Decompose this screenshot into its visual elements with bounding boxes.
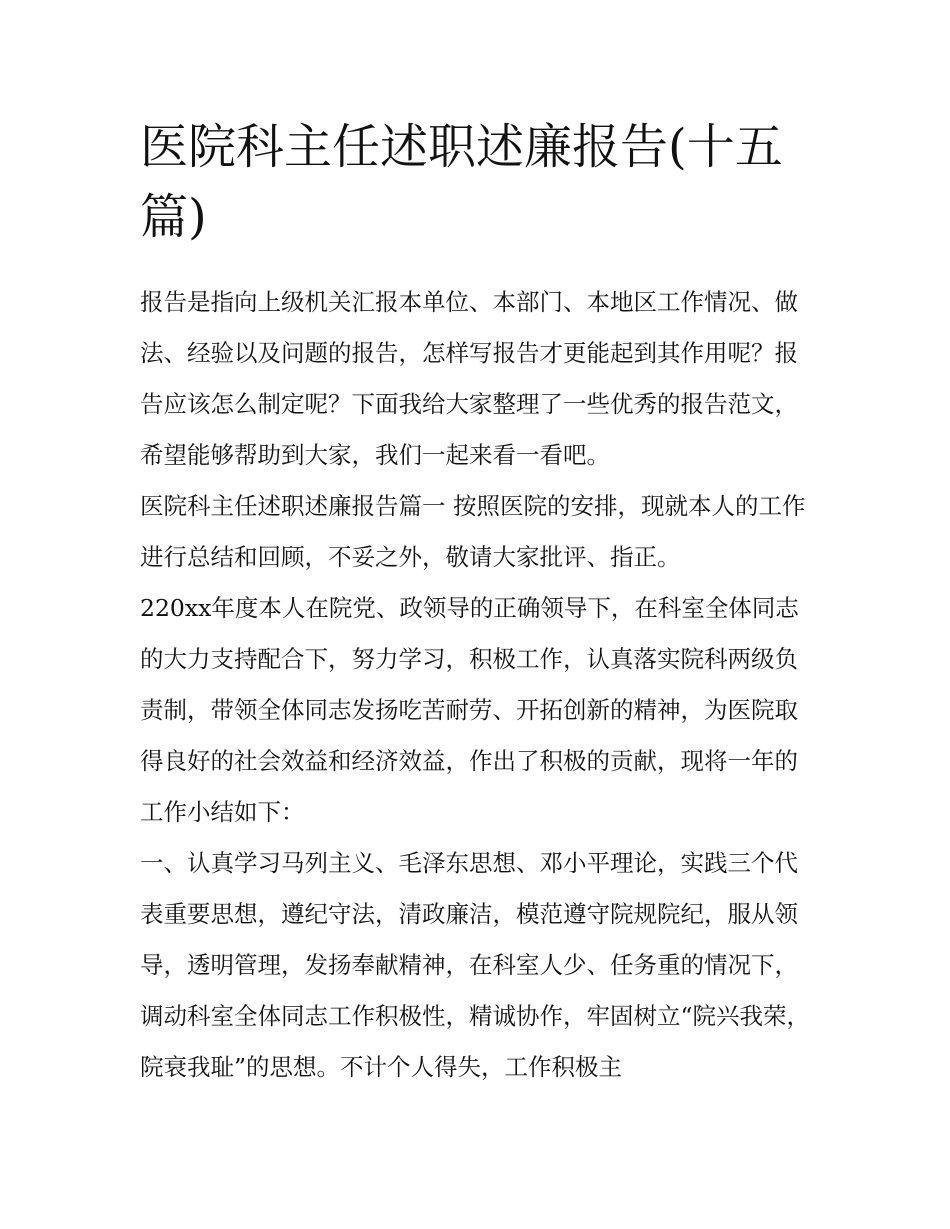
paragraph-section-one-opening: 医院科主任述职述廉报告篇一 按照医院的安排，现就本人的工作进行总结和回顾，不妥之外，敬请大家批评、指正。: [140, 492, 806, 571]
document-title: 医院科主任述职述廉报告(十五篇): [140, 119, 783, 245]
paragraph-intro: 报告是指向上级机关汇报本单位、本部门、本地区工作情况、做法、经验以及问题的报告，怎样写报告才更能起到其作用呢？报告应该怎么制定呢？下面我给大家整理了一些优秀的报告范文，希望能够帮助到大家，我们一起来看一看吧。: [140, 288, 798, 469]
document-body: [140, 277, 815, 1093]
paragraph-point-one: 一、认真学习马列主义、毛泽东思想、邓小平理论，实践三个代表重要思想，遵纪守法，清政廉洁，模范遵守院规院纪，服从领导，透明管理，发扬奉献精神，在科室人少、任务重的情况下，调动科室全体同志工作积极性，精诚协作，牢固树立“院兴我荣，院衰我耻”的思想。不计个人得失，工作积极主: [140, 849, 811, 1081]
paragraph-annual-summary: 220xx年度本人在院党、政领导的正确领导下，在科室全体同志的大力支持配合下，努力学习，积极工作，认真落实院科两级负责制，带领全体同志发扬吃苦耐劳、开拓创新的精神，为医院取得良好的社会效益和经济效益，作出了积极的贡献，现将一年的工作小结如下：: [140, 594, 799, 826]
